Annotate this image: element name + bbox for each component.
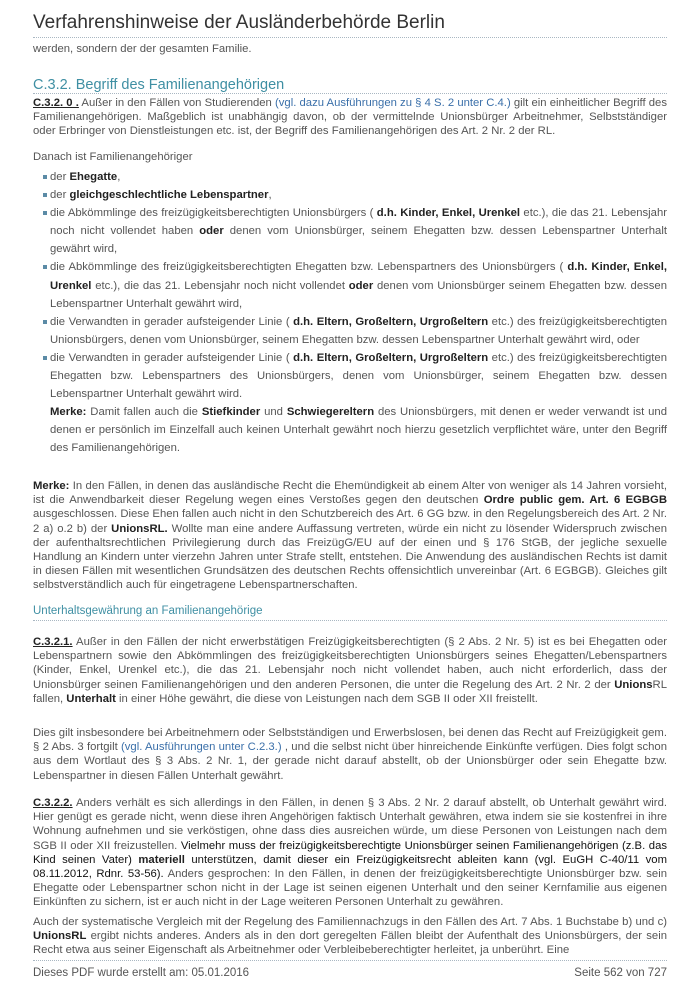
bullet-icon	[43, 320, 47, 324]
subsection-heading: Unterhaltsgewährung an Familienangehörige	[33, 605, 263, 617]
subsection-heading-divider	[33, 620, 667, 621]
intro-text: werden, sondern der der gesamten Familie.	[33, 43, 252, 55]
list-item: die Verwandten in gerader aufsteigender Linie ( d.h. Eltern, Großeltern, Urgroßeltern etc.) des freizügigkeitsberechtigten Ehegatten bzw. Lebenspartners des Unionsbürgers, denen vom Unionsbürger, seinem Ehegatten bzw. dessen Lebenspartner Unterhalt gewährt wird. Merke: Damit fallen auch die Stiefkinder und Schwiegereltern des Unionsbürgers, mit denen er weder verwandt ist und denen er persönlich im Einzelfall auch keinen Unterhalt gewährt noch hierzu gesetzlich verpflichtet wäre, unter den Begriff des Familienangehörigen.	[43, 349, 667, 458]
list-item: der Ehegatte,	[43, 168, 667, 186]
page-number: Seite 562 von 727	[574, 967, 667, 979]
list-item: die Abkömmlinge des freizügigkeitsberechtigten Ehegatten bzw. Lebenspartners des Unionsbürgers ( d.h. Kinder, Enkel, Urenkel etc.), die das 21. Lebensjahr noch nicht vollendet oder denen vom Unionsbürger seinem Ehegatten bzw. dessen Lebenspartner Unterhalt gewährt wird,	[43, 258, 667, 312]
list-item: die Verwandten in gerader aufsteigender Linie ( d.h. Eltern, Großeltern, Urgroßeltern etc.) des freizügigkeitsberechtigten Unionsbürgers, denen vom Unionsbürger, seinem Ehegatten bzw. dessen Lebenspartner Unterhalt gewährt wird, oder	[43, 313, 667, 349]
list-item: der gleichgeschlechtliche Lebenspartner,	[43, 186, 667, 204]
list-lead: Danach ist Familienangehöriger	[33, 151, 193, 163]
paragraph-arbeitnehmer: Dies gilt insbesondere bei Arbeitnehmern oder Selbstständigen und Erwerbslosen, bei denen das Recht auf Freizügigkeit gem. § 2 Abs. 3 fortgilt (vgl. Ausführungen unter C.2.3.) , und die selbst nicht über hinreichende Einkünfte verfügen. Dies folgt schon aus dem Wortlaut des § 3 Abs. 2 Nr. 1, der gerade nicht darauf abstellt, ob der Unionsbürger oder sein Ehegatte bzw. Lebenspartner in diesen Fällen Unterhalt gewährt.	[33, 727, 667, 782]
bullet-icon	[43, 193, 47, 197]
pdf-created-date: Dieses PDF wurde erstellt am: 05.01.2016	[33, 967, 250, 979]
paragraph-c322: C.3.2.2. Anders verhält es sich allerdings in den Fällen, in denen § 3 Abs. 2 Nr. 2 darauf abstellt, ob Unterhalt gewährt wird. Hier genügt es gerade nicht, wenn diese ihren Angehörigen faktisch Unterhalt gewähren, etwa indem sie sie kostenfrei in ihre Wohnung aufnehmen und sie verköstigen, ohne dass dies ausreichen würde, um diese Personen von Leistungen nach dem SGB II oder XII freizustellen. Vielmehr muss der freizügigkeitsberechtigte Unionsbürger seinen Familienangehörigen (z.B. das Kind seinen Vater) materiell unterstützen, damit dieser ein Freizügigkeitsrecht ableiten kann (vgl. EuGH C-40/11 vom 08.11.2012, Rdnr. 53-56). Anders gesprochen: In den Fällen, in denen der freizügigkeitsberechtigte Unionsbürger bzw. sein Ehegatte oder Lebenspartner schon nicht in der Lage ist seinen eigenen Unterhalt und den seiner Kernfamilie aus eigenen Einkünften zu sichern, ist er auch nicht in der Lage weiteren Personen Unterhalt zu gewähren.	[33, 797, 667, 909]
list-item: die Abkömmlinge des freizügigkeitsberechtigten Unionsbürgers ( d.h. Kinder, Enkel, Urenkel etc.), die das 21. Lebensjahr noch nicht vollendet haben oder denen vom Unionsbürger, seinem Ehegatten bzw. dessen Lebenspartner Unterhalt gewährt wird,	[43, 204, 667, 258]
document-page	[33, 0, 667, 990]
merke-note: Merke: Damit fallen auch die Stiefkinder und Schwiegereltern des Unionsbürgers, mit denen er weder verwandt ist und denen er persönlich im Einzelfall auch keinen Unterhalt gewährt noch hierzu gesetzlich verpflichtet wäre, unter den Begriff des Familienangehörigen.	[50, 406, 667, 455]
section-heading: C.3.2. Begriff des Familienangehörigen	[33, 77, 285, 93]
section-ref: C.3.2.2.	[33, 797, 73, 809]
paragraph-systematik: Auch der systematische Vergleich mit der Regelung des Familiennachzugs in den Fällen des Art. 7 Abs. 1 Buchstabe b) und c) UnionsRL ergibt nichts anderes. Anders als in den dort geregelten Fällen bleibt der Aufenthalt des Unionsbürgers, der sein Recht etwa aus seiner Eigenschaft als Arbeitnehmer oder Verbleibeberechtigter herleitet, ja unberührt. Eine	[33, 916, 667, 957]
section-ref: C.3.2. 0 .	[33, 97, 79, 109]
header-divider	[33, 37, 667, 38]
footer-divider	[33, 960, 667, 961]
cross-reference-link[interactable]: (vgl. Ausführungen unter C.2.3.)	[121, 741, 282, 754]
document-title: Verfahrenshinweise der Ausländerbehörde Berlin	[33, 12, 445, 33]
merke-paragraph: Merke: In den Fällen, in denen das ausländische Recht die Ehemündigkeit ab einem Alter von weniger als 14 Jahren vorsieht, ist die Anwendbarkeit dieser Regelung wegen eines Verstoßes gegen den deutschen Ordre public gem. Art. 6 EGBGB ausgeschlossen. Diese Ehen fallen auch nicht in den Schutzbereich des Art. 6 GG bzw. in den Regelungsbereich des Art. 2 Nr. 2 a) o.2 b) der UnionsRL. Wollte man eine andere Auffassung vertreten, würde ein nicht zu lösender Widerspruch zwischen der aufenthaltsrechtlichen Privilegierung durch das FreizügG/EU auf der einen und § 176 StGB, der jegliche sexuelle Handlung an Kindern unter vierzehn Jahren unter Strafe stellt, entstehen. Die Anwendung des ausländischen Rechts ist damit in diesen Fällen mit wesentlichen Grundsätzen des deutschen Rechts offensichtlich unvereinbar (Art. 6 EGBGB). Gleiches gilt selbstverständlich auch für eingetragene Lebenspartnerschaften.	[33, 480, 667, 592]
paragraph-c320: C.3.2. 0 . Außer in den Fällen von Studierenden (vgl. dazu Ausführungen zu § 4 S. 2 unter C.4.) gilt ein einheitlicher Begriff des Familienangehörigen. Maßgeblich ist unabhängig davon, ob der vermittelnde Unionsbürger Arbeitnehmer, Selbstständiger oder Erbringer von Dienstleistungen etc. ist, der Begriff des Familienangehörigen des Art. 2 Nr. 2 der RL.	[33, 97, 667, 138]
cross-reference-link[interactable]: (vgl. dazu Ausführungen zu § 4 S. 2 unter C.4.)	[275, 97, 511, 109]
bullet-icon	[43, 175, 47, 179]
bullet-icon	[43, 265, 47, 269]
section-ref: C.3.2.1.	[33, 636, 73, 648]
paragraph-c321: C.3.2.1. Außer in den Fällen der nicht erwerbstätigen Freizügigkeitsberechtigten (§ 2 Abs. 2 Nr. 5) ist es bei Ehegatten oder Lebenspartnern sowie den Abkömmlingen des freizügigkeitsberechtigten Unionsbürgers seines Ehegatten/Lebenspartners (Kinder, Enkel, Urenkel etc.), die das 21. Lebensjahr noch nicht vollendet haben, auch nicht erforderlich, dass der Unionsbürger seinen Familienangehörigen und den anderen Personen, die unter die Regelung des Art. 2 Nr. 2 der UnionsRL fallen, Unterhalt in einer Höhe gewährt, die diese von Leistungen nach dem SGB II oder XII freistellt.	[33, 636, 667, 705]
bullet-icon	[43, 356, 47, 360]
section-heading-divider	[33, 93, 667, 94]
family-member-list	[43, 168, 667, 458]
bullet-icon	[43, 211, 47, 215]
